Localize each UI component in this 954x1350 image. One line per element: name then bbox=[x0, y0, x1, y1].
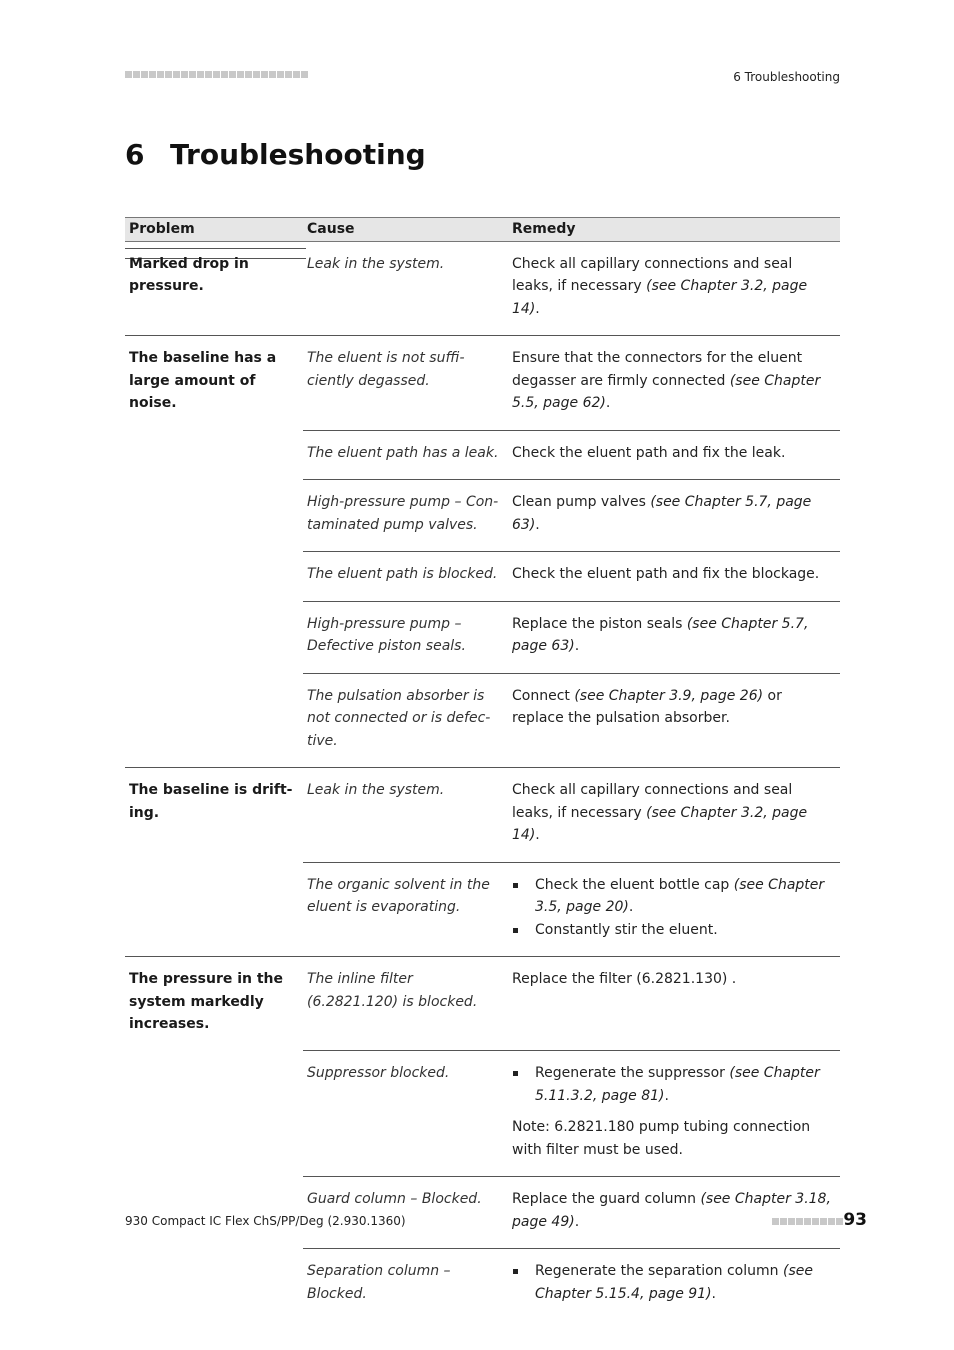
cause-cell: High-pressure pump – Defective piston seals. bbox=[303, 601, 508, 673]
remedy-text: . bbox=[574, 1213, 580, 1230]
remedy-text: . bbox=[535, 516, 540, 533]
column-header-cause: Cause bbox=[303, 218, 508, 242]
remedy-bullet-item bbox=[512, 1260, 836, 1305]
chapter-reference: (see Chapter 5.5, page 62) bbox=[512, 372, 821, 411]
table-row bbox=[125, 430, 840, 480]
cause-cell: Suppressor blocked. bbox=[303, 1051, 508, 1177]
remedy-text: Connect bbox=[512, 687, 575, 704]
cause-cell: Leak in the system. bbox=[307, 255, 445, 272]
chapter-number: 6 bbox=[125, 138, 145, 171]
problem-cell bbox=[125, 480, 303, 552]
table-row bbox=[125, 601, 840, 673]
chapter-reference: (see Chapter 3.9, page 26) bbox=[574, 687, 764, 704]
remedy-text: . bbox=[605, 395, 611, 411]
footer-document-title: 930 Compact IC Flex ChS/PP/Deg (2.930.1360) bbox=[125, 1214, 406, 1228]
remedy-cell bbox=[508, 241, 840, 336]
table-row bbox=[125, 673, 840, 768]
cause-cell: Separation column – Blocked. bbox=[303, 1249, 508, 1321]
chapter-reference: (see Chapter 5.7, page 63) bbox=[512, 615, 809, 654]
remedy-text: Regenerate the suppressor bbox=[535, 1065, 730, 1081]
table-row bbox=[125, 480, 840, 552]
problem-cell bbox=[125, 1051, 303, 1177]
remedy-cell bbox=[508, 430, 840, 480]
chapter-reference: (see Chapter 5.15.4, page 91) bbox=[535, 1263, 813, 1302]
remedy-bullet-list bbox=[512, 1062, 836, 1107]
problem-cell bbox=[125, 1249, 303, 1321]
problem-cell: The baseline has a large amount of noise. bbox=[125, 336, 303, 431]
remedy-text: Replace the guard column bbox=[512, 1191, 701, 1207]
table-row bbox=[125, 241, 840, 336]
cause-cell: The organic solvent in the eluent is evaporating. bbox=[303, 862, 508, 957]
table-header-row bbox=[125, 218, 840, 242]
remedy-cell bbox=[508, 862, 840, 957]
cause-cell: The eluent is not sufficiently degassed. bbox=[303, 336, 508, 431]
page-number: 93 bbox=[843, 1210, 867, 1230]
column-header-remedy: Remedy bbox=[508, 218, 840, 242]
table-row bbox=[125, 862, 840, 957]
remedy-bullet-item bbox=[512, 919, 836, 942]
table-row bbox=[125, 768, 840, 863]
remedy-text: or replace the pulsation absorber. bbox=[512, 687, 782, 726]
table-row bbox=[125, 336, 840, 431]
remedy-text: Check all capillary connections and seal leaks, if necessary bbox=[512, 255, 793, 294]
remedy-bullet-list bbox=[512, 874, 836, 942]
problem-cell bbox=[125, 673, 303, 768]
remedy-bullet-item bbox=[512, 874, 836, 919]
remedy-cell bbox=[508, 768, 840, 863]
remedy-text: Check the eluent path and fix the blockage. bbox=[512, 566, 820, 582]
chapter-reference: (see Chapter 3.5, page 20) bbox=[535, 876, 825, 915]
chapter-reference: (see Chapter 3.2, page 14) bbox=[512, 804, 808, 843]
column-header-problem: Problem bbox=[125, 218, 303, 242]
remedy-bullet-item bbox=[512, 1062, 836, 1107]
cause-cell: The inline filter (6.2821.120) is blocked. bbox=[303, 957, 508, 1051]
cause-cell: The eluent path is blocked. bbox=[303, 552, 508, 602]
remedy-cell bbox=[508, 480, 840, 552]
remedy-note: Note: 6.2821.180 pump tubing connection with filter must be used. bbox=[512, 1119, 811, 1158]
remedy-cell bbox=[508, 1177, 840, 1249]
remedy-cell bbox=[508, 552, 840, 602]
problem-cell: Marked drop in pressure. bbox=[129, 255, 249, 294]
problem-cell bbox=[125, 430, 303, 480]
remedy-cell bbox=[508, 957, 840, 1051]
problem-cell: The pressure in the system markedly increases. bbox=[125, 957, 303, 1051]
troubleshooting-table bbox=[125, 217, 840, 1320]
footer-decoration bbox=[772, 1218, 843, 1225]
problem-cell bbox=[125, 552, 303, 602]
cause-cell: The pulsation absorber is not connected or is defective. bbox=[303, 673, 508, 768]
table-row bbox=[125, 1177, 840, 1249]
running-header: 6 Troubleshooting bbox=[733, 70, 840, 84]
cause-cell: Leak in the system. bbox=[303, 768, 508, 863]
remedy-text: Replace the filter (6.2821.130) . bbox=[512, 971, 737, 987]
cause-cell: High-pressure pump – Contaminated pump valves. bbox=[303, 480, 508, 552]
table-row bbox=[125, 1051, 840, 1177]
chapter-reference: (see Chapter 5.7, page 63) bbox=[512, 494, 812, 533]
remedy-text: Check the eluent path and fix the leak. bbox=[512, 444, 786, 461]
chapter-reference: (see Chapter 3.2, page 14) bbox=[512, 278, 808, 317]
remedy-text: Constantly stir the eluent. bbox=[535, 921, 718, 938]
cause-cell: The eluent path has a leak. bbox=[303, 430, 508, 480]
remedy-cell bbox=[508, 336, 840, 431]
remedy-text: . bbox=[535, 300, 540, 317]
remedy-text: Regenerate the separation column bbox=[535, 1263, 783, 1279]
remedy-text: Replace the piston seals bbox=[512, 615, 687, 632]
remedy-cell bbox=[508, 601, 840, 673]
remedy-cell bbox=[508, 673, 840, 768]
remedy-text: Ensure that the connectors for the eluent degasser are firmly connected bbox=[512, 350, 803, 389]
chapter-reference: (see Chapter 3.18, page 49) bbox=[512, 1191, 831, 1230]
problem-cell bbox=[125, 1177, 303, 1249]
chapter-reference: (see Chapter 5.11.3.2, page 81) bbox=[535, 1065, 820, 1104]
remedy-text: . bbox=[628, 899, 634, 915]
remedy-text: . bbox=[574, 638, 580, 654]
remedy-cell bbox=[508, 1051, 840, 1177]
chapter-title bbox=[125, 138, 426, 171]
chapter-title-text: Troubleshooting bbox=[170, 138, 426, 171]
remedy-text: Check all capillary connections and seal leaks, if necessary bbox=[512, 782, 793, 821]
remedy-text: . bbox=[664, 1087, 669, 1104]
remedy-text: Check the eluent bottle cap bbox=[535, 876, 734, 893]
table-row bbox=[125, 957, 840, 1051]
remedy-text: . bbox=[535, 827, 540, 843]
problem-cell bbox=[125, 862, 303, 957]
table-row bbox=[125, 552, 840, 602]
header-decoration bbox=[125, 71, 308, 78]
problem-cell: The baseline is drifting. bbox=[125, 768, 303, 863]
remedy-text: . bbox=[711, 1285, 716, 1302]
problem-cell bbox=[125, 601, 303, 673]
remedy-bullet-list bbox=[512, 1260, 836, 1305]
cause-cell: Guard column – Blocked. bbox=[303, 1177, 508, 1249]
remedy-cell bbox=[508, 1249, 840, 1321]
remedy-text: Clean pump valves bbox=[512, 494, 651, 510]
table-row bbox=[125, 1249, 840, 1321]
